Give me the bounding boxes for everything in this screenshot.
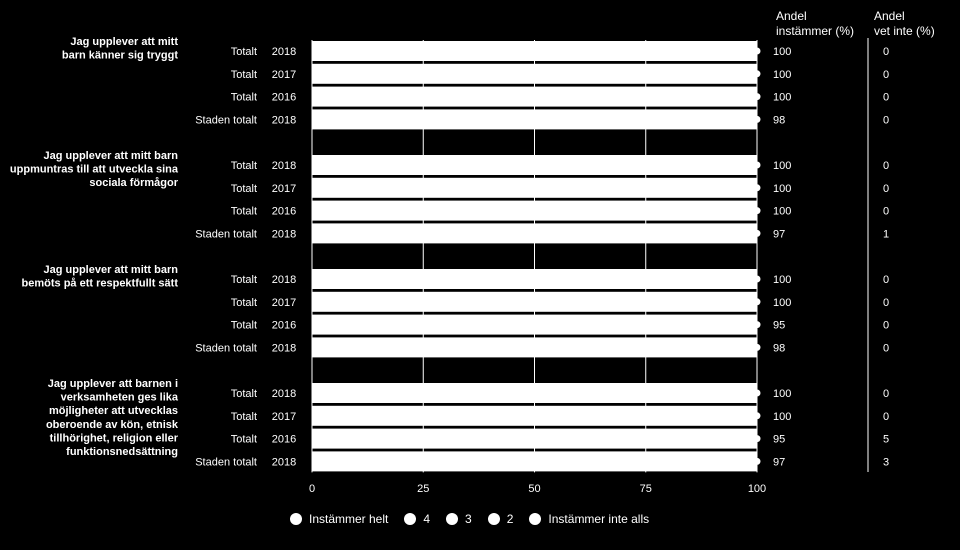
- bar-end-marker: [754, 390, 761, 397]
- dontknow-value: 0: [883, 319, 890, 332]
- x-tick-label: 25: [417, 483, 430, 495]
- bar-end-marker: [754, 116, 761, 123]
- row-group-label: Staden totalt: [195, 342, 257, 355]
- bars: [312, 41, 761, 471]
- agree-value: 100: [773, 160, 792, 172]
- row-group-label: Totalt: [230, 46, 257, 58]
- header-agree-line2: instämmer (%): [776, 24, 855, 38]
- row-year-label: 2017: [271, 410, 297, 423]
- bar-segment: [312, 406, 757, 426]
- row-group-label: Totalt: [230, 205, 257, 218]
- bar-end-marker: [754, 70, 761, 77]
- agree-value: 100: [773, 182, 792, 195]
- agree-value: 100: [773, 205, 792, 218]
- x-tick-label: 50: [528, 483, 541, 495]
- legend-dot: [529, 513, 541, 525]
- bar-segment: [312, 201, 757, 221]
- dontknow-value: 0: [883, 410, 890, 423]
- question-label: uppmuntras till att utveckla sina: [9, 163, 178, 176]
- bar-end-marker: [754, 162, 761, 169]
- bar-segment: [312, 87, 757, 107]
- bar-segment: [312, 292, 757, 312]
- bar-end-marker: [754, 276, 761, 283]
- agree-value: 97: [773, 228, 786, 241]
- bar-end-marker: [754, 321, 761, 328]
- row-group-label: Totalt: [230, 319, 257, 332]
- row-group-label: Totalt: [230, 91, 257, 104]
- row-year-label: 2018: [271, 342, 297, 355]
- question-label: bemöts på ett respektfullt sätt: [21, 277, 178, 290]
- row-group-label: Totalt: [230, 410, 257, 423]
- agree-value: 95: [773, 433, 786, 446]
- x-tick-label: 0: [308, 483, 316, 495]
- bar-segment: [312, 178, 757, 198]
- agree-value: 100: [773, 410, 792, 423]
- bar-segment: [312, 315, 757, 335]
- row-year-label: 2018: [271, 456, 297, 469]
- row-year-label: 2018: [271, 46, 297, 58]
- bar-end-marker: [754, 184, 761, 191]
- legend-dot: [446, 513, 458, 525]
- question-label: sociala förmågor: [89, 177, 178, 190]
- question-label: tillhörighet, religion eller: [49, 432, 178, 445]
- legend-item[interactable]: [446, 512, 472, 526]
- row-group-label: Totalt: [230, 296, 257, 309]
- legend-dot: [290, 513, 302, 525]
- dontknow-value: 0: [883, 91, 890, 104]
- dontknow-value: 0: [883, 205, 890, 218]
- row-group-label: Totalt: [230, 388, 257, 400]
- row-group-label: Staden totalt: [195, 456, 257, 469]
- header-agree-line1: Andel: [776, 9, 807, 23]
- row-year-label: 2018: [271, 228, 297, 241]
- dontknow-value: 0: [883, 388, 890, 400]
- dontknow-value: 0: [883, 182, 890, 195]
- dontknow-value: 1: [883, 228, 890, 241]
- row-year-label: 2017: [271, 182, 297, 195]
- legend-item[interactable]: [488, 512, 514, 526]
- bar-segment: [312, 269, 757, 289]
- row-year-label: 2018: [271, 274, 297, 286]
- row-group-label: Totalt: [230, 433, 257, 446]
- row-year-label: 2017: [271, 68, 297, 81]
- row-group-label: Totalt: [230, 182, 257, 195]
- agree-value: 100: [773, 46, 792, 58]
- dontknow-value: 0: [883, 296, 890, 309]
- bar-end-marker: [754, 344, 761, 351]
- bar-segment: [312, 41, 757, 61]
- bar-end-marker: [754, 93, 761, 100]
- agree-value: 98: [773, 342, 786, 355]
- dontknow-value: 0: [883, 114, 890, 127]
- agree-value: 100: [773, 388, 792, 400]
- question-label: Jag upplever att mitt: [70, 36, 178, 48]
- dontknow-value: 0: [883, 160, 890, 172]
- legend-item[interactable]: [290, 512, 388, 526]
- x-tick-label: 100: [747, 483, 767, 495]
- bar-end-marker: [754, 298, 761, 305]
- row-year-label: 2018: [271, 114, 297, 127]
- legend-label: Instämmer inte alls: [548, 512, 650, 526]
- bar-end-marker: [754, 207, 761, 214]
- row-year-label: 2018: [271, 160, 297, 172]
- row-year-label: 2017: [271, 296, 297, 309]
- bar-segment: [312, 429, 757, 449]
- row-group-label: Totalt: [230, 274, 257, 286]
- dontknow-value: 0: [883, 342, 890, 355]
- legend-dot: [404, 513, 416, 525]
- agree-value: 98: [773, 114, 786, 127]
- row-group-label: Staden totalt: [195, 228, 257, 241]
- agree-value: 100: [773, 68, 792, 81]
- bar-end-marker: [754, 230, 761, 237]
- dontknow-value: 3: [883, 456, 890, 469]
- question-label: verksamheten ges lika: [60, 391, 178, 404]
- dontknow-value: 0: [883, 68, 890, 81]
- bar-segment: [312, 155, 757, 175]
- bar-segment: [312, 451, 757, 471]
- bar-segment: [312, 223, 757, 243]
- row-year-label: 2018: [271, 388, 297, 400]
- row-year-label: 2016: [271, 205, 297, 218]
- dontknow-value: 0: [883, 274, 890, 286]
- row-group-label: Staden totalt: [195, 114, 257, 127]
- agree-value: 100: [773, 296, 792, 309]
- row-year-label: 2016: [271, 91, 297, 104]
- legend-label: 2: [506, 512, 514, 526]
- x-tick-label: 75: [639, 483, 652, 495]
- agree-value: 100: [773, 274, 792, 286]
- bar-end-marker: [754, 458, 761, 465]
- bar-end-marker: [754, 435, 761, 442]
- legend-label: Instämmer helt: [309, 512, 389, 526]
- row-year-label: 2016: [271, 433, 297, 446]
- legend: [290, 512, 649, 526]
- question-label: oberoende av kön, etnisk: [45, 418, 178, 431]
- question-label: Jag upplever att mitt barn: [43, 264, 178, 276]
- legend-item[interactable]: [529, 512, 649, 526]
- legend-label: 3: [465, 512, 472, 526]
- question-label: Jag upplever att barnen i: [47, 378, 178, 390]
- dontknow-value: 5: [883, 433, 890, 446]
- question-label: Jag upplever att mitt barn: [43, 150, 178, 162]
- row-group-label: Totalt: [230, 68, 257, 81]
- question-label: funktionsnedsättning: [66, 446, 178, 458]
- question-label: barn känner sig tryggt: [61, 49, 178, 62]
- header-dontknow-line1: Andel: [874, 9, 905, 23]
- row-year-label: 2016: [271, 319, 297, 332]
- dontknow-value: 0: [883, 46, 890, 58]
- header-dontknow-line2: vet inte (%): [874, 24, 935, 38]
- agree-value: 97: [773, 456, 786, 469]
- legend-dot: [488, 513, 500, 525]
- bar-segment: [312, 109, 757, 129]
- legend-label: 4: [423, 512, 431, 526]
- legend-item[interactable]: [404, 512, 430, 526]
- bar-end-marker: [754, 412, 761, 419]
- row-group-label: Totalt: [230, 160, 257, 172]
- agree-value: 100: [773, 91, 792, 104]
- bar-segment: [312, 337, 757, 357]
- bar-segment: [312, 383, 757, 403]
- bar-end-marker: [754, 48, 761, 55]
- bar-segment: [312, 64, 757, 84]
- agree-value: 95: [773, 319, 786, 332]
- question-label: möjligheter att utvecklas: [49, 405, 178, 418]
